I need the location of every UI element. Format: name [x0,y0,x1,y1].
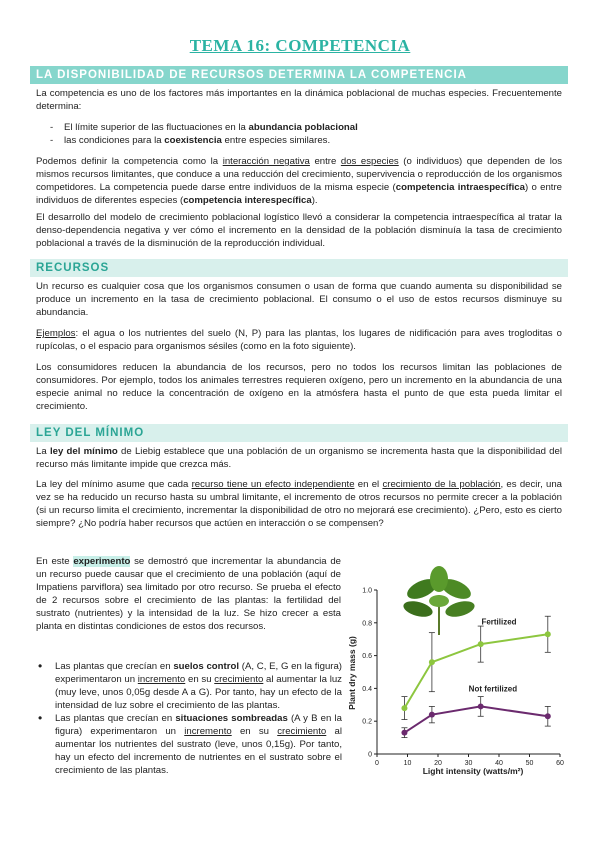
list-item: • Las plantas que crecían en suelos control (A, C, E, G en la figura) experimentaron un incremento en su crecimiento al aumentar la luz (muy leve, unos 0,05g desde A a G). Por tanto, hay un efecto de la intensidad de luz sobre el crecimiento de las plantas. [36,660,342,712]
liebig-paragraph: La ley del mínimo de Liebig establece que una población de un organismo se incrementa hasta que la disponibilidad del recurso más limitante impide que crezca más. [36,446,562,470]
recurso-paragraph: Un recurso es cualquier cosa que los organismos consumen o usan de forma que cuando aumenta su disponibilidad se produce un incremento en la tasa de crecimiento poblacional. El consumo o el uso de estos recursos disminuye su abundancia. [36,281,562,318]
experiment-results-list [36,660,342,777]
x-tick-label: 60 [556,760,564,767]
series-label: Fertilized [481,617,517,627]
x-tick-label: 0 [375,760,379,767]
data-point [478,641,484,647]
y-tick-label: 0.4 [362,685,372,693]
ejemplos-paragraph: Ejemplos: el agua o los nutrientes del suelo (N, P) para las plantas, los lugares de nidificación para aves trogloditas o rupícolas, o el espacio para organismos sésiles (como en la foto siguiente). [36,328,562,352]
y-tick-label: 0 [368,751,372,759]
plant-mass-chart [345,578,570,783]
data-point [429,659,435,665]
page-title: TEMA 16: COMPETENCIA [189,36,411,55]
x-axis-label: Light intensity (watts/m²) [422,766,524,776]
x-tick-label: 20 [434,760,442,767]
series-label: Not fertilized [468,684,518,694]
data-point [478,703,484,709]
y-tick-label: 0.2 [362,718,372,726]
experimento-paragraph: En este experimento se demostró que incrementar la abundancia de un recurso puede causar que el crecimiento de una población (aquí de Impatiens parviflora) sea limitado por otro recurso. Se prueba el efecto de 2 recursos sobre el crecimiento de las plantas: la fertilidad del sustrato (nutrientes) y la intensidad de la luz. Se hizo crecer a esta planta en distintas condiciones de estos dos recursos. [36,556,341,632]
intro-paragraph: La competencia es uno de los factores más importantes en la dinámica poblacional de muchas especies. Frecuentemente determina: [36,88,562,112]
x-tick-label: 30 [464,760,473,767]
x-tick-label: 40 [495,760,503,767]
y-tick-label: 0.6 [362,653,372,661]
list-item: - las condiciones para la coexistencia entre especies similares. [36,134,562,147]
x-tick-label: 50 [525,760,534,767]
logistic-paragraph: El desarrollo del modelo de crecimiento poblacional logístico llevó a considerar la competencia intraespecífica al tratar la denso-dependencia negativa y ver cómo el incremento en la densidad de la población disminuía la tasa de crecimiento poblacional a través de la disminución de la reproducción individual. [36,212,562,249]
section-heading-competencia: LA DISPONIBILIDAD DE RECURSOS DETERMINA LA COMPETENCIA [30,66,568,84]
x-tick-label: 10 [403,760,412,767]
y-axis-label: Plant dry mass (g) [347,636,357,710]
y-tick-label: 1.0 [362,587,372,595]
definition-paragraph: Podemos definir la competencia como la interacción negativa entre dos especies (o individuos) que dependen de los mismos recursos limitantes, que conduce a una reducción del crecimiento, supervivencia o reproducción de los organismos competidores. La competencia puede darse entre individuos de la misma especie (competencia intraespecífica) o entre individuos de diferentes especies (competencia interespecífica). [36,156,562,206]
y-tick-label: 0.8 [362,620,372,628]
list-item: • Las plantas que crecían en situaciones sombreadas (A y B en la figura) experimentaron un incremento en su crecimiento al aumentar los nutrientes del sustrato (leve, unos 0,15g). Por tanto, hay un efecto del incremento de nutrientes en el sustrato sobre el crecimiento de las plantas. [36,712,342,777]
data-point [429,712,435,718]
data-point [401,730,407,736]
data-point [401,705,407,711]
section-heading-recursos: RECURSOS [30,259,568,277]
series-line [404,706,547,732]
list-item: - El límite superior de las fluctuaciones en la abundancia poblacional [36,121,562,134]
data-point [545,631,551,637]
data-point [545,713,551,719]
series-line [404,634,547,708]
consumidores-paragraph: Los consumidores reducen la abundancia de los recursos, pero no todos los recursos limitan las poblaciones de consumidores. Por ejemplo, todos los animales terrestres requieren oxígeno, pero un incremento en la abundancia de una especie animal no reduce la concentración de oxígeno en la atmósfera hasta el punto de que esta pueda limitar el crecimiento. [36,362,562,412]
determina-list [36,121,562,147]
ley-paragraph: La ley del mínimo asume que cada recurso tiene un efecto independiente en el crecimiento de la población, es decir, una vez se ha reducido un recurso hasta su umbral limitante, el incremento de otros recursos no permite crecer a la población (si un recurso limita el crecimiento, incrementar la disponibilidad de otro no mejorará ese crecimiento). ¿Pero, esto es cierto siempre? ¿No podría haber recursos que actúen en interacción o se compensen? [36,479,563,529]
section-heading-ley-minimo: LEY DEL MÍNIMO [30,424,568,442]
